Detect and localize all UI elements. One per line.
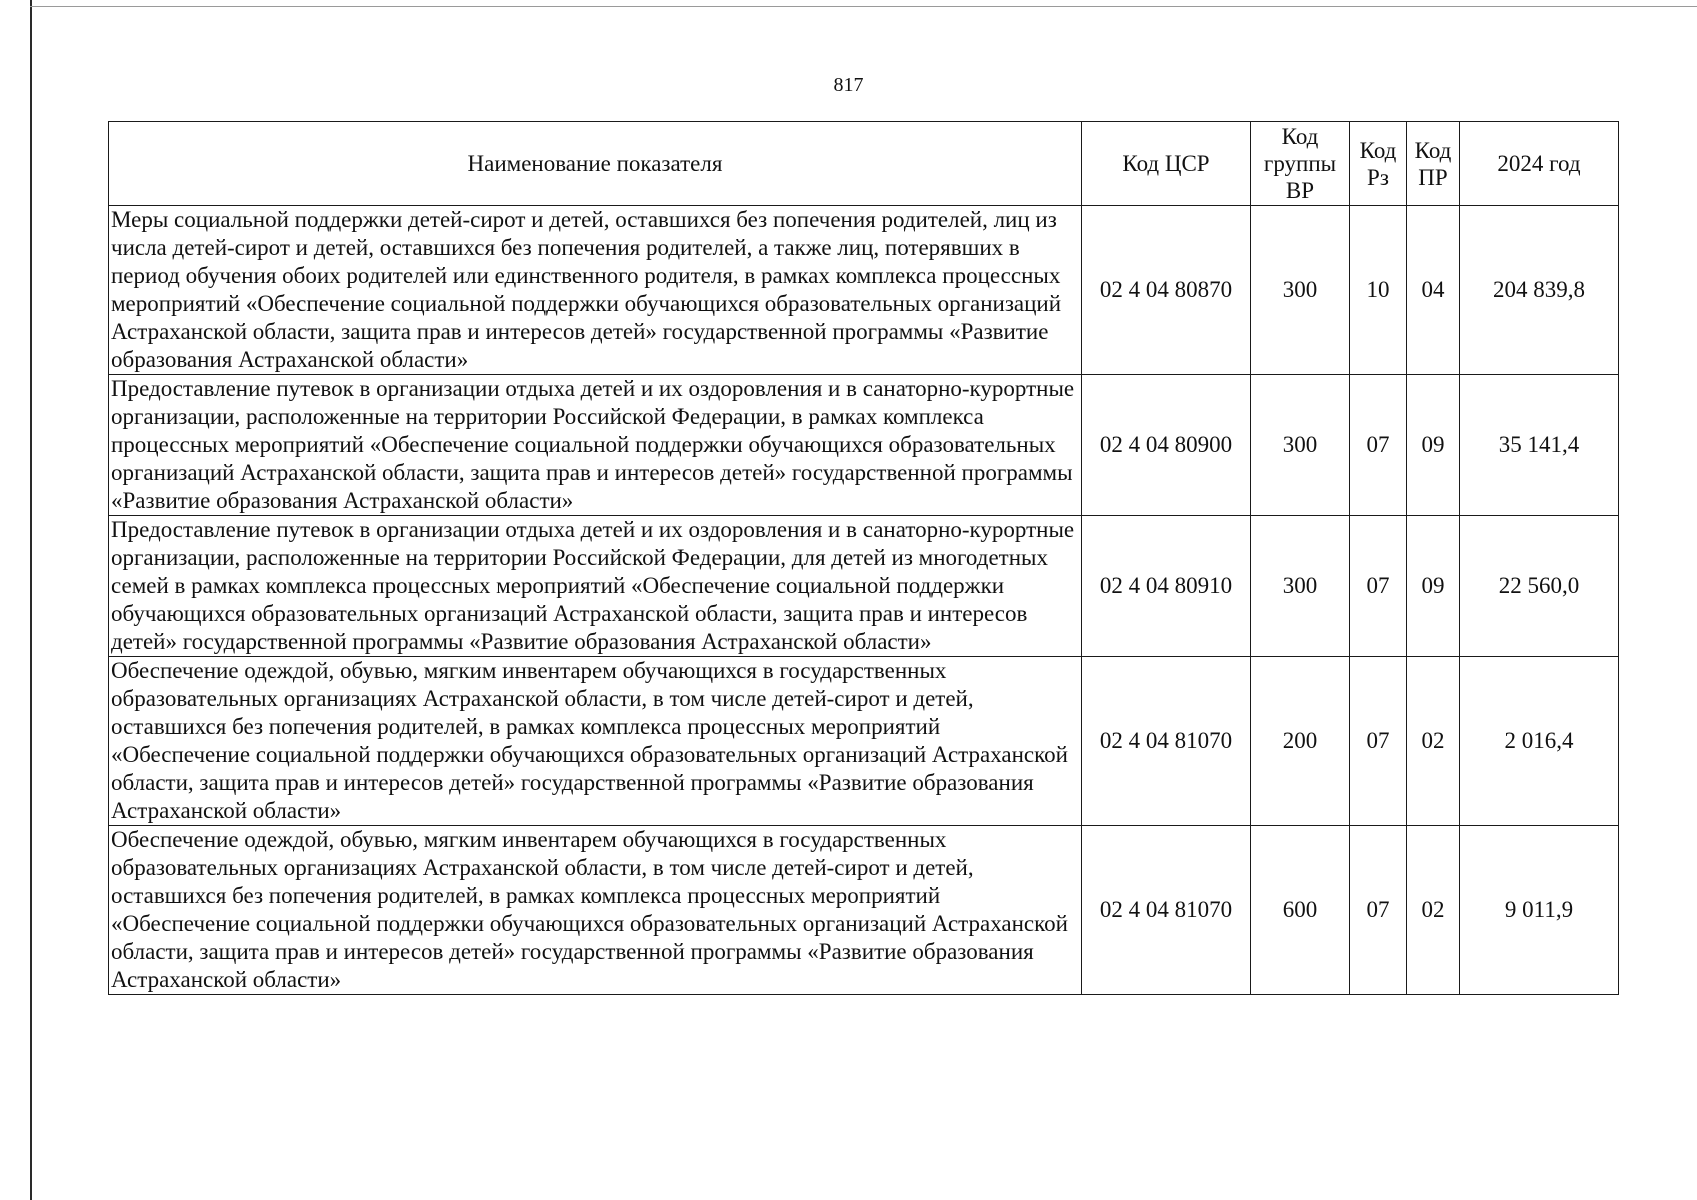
row-csr-code: 02 4 04 80910	[1082, 516, 1251, 657]
row-rz-code: 10	[1350, 206, 1407, 375]
header-pr-code	[1407, 122, 1460, 206]
header-name: Наименование показателя	[109, 122, 1082, 206]
row-csr-code: 02 4 04 80900	[1082, 375, 1251, 516]
table-header-row	[109, 122, 1619, 206]
row-amount: 22 560,0	[1460, 516, 1619, 657]
row-pr-code: 09	[1407, 375, 1460, 516]
table-row	[109, 375, 1619, 516]
table-row	[109, 516, 1619, 657]
row-amount: 2 016,4	[1460, 657, 1619, 826]
header-vr-code	[1251, 122, 1350, 206]
row-name: Обеспечение одеждой, обувью, мягким инвентарем обучающихся в государственных образовательных организациях Астраханской области, в том числе детей-сирот и детей, оставшихся без попечения родителей, в рамках комплекса процессных мероприятий «Обеспечение социальной поддержки обучающихся образовательных организаций Астраханской области, защита прав и интересов детей» государственной программы «Развитие образования Астраханской области»	[109, 657, 1082, 826]
row-amount: 35 141,4	[1460, 375, 1619, 516]
table-row	[109, 206, 1619, 375]
row-pr-code: 02	[1407, 826, 1460, 995]
row-csr-code: 02 4 04 81070	[1082, 826, 1251, 995]
budget-table	[108, 121, 1619, 995]
row-csr-code: 02 4 04 80870	[1082, 206, 1251, 375]
header-rz-line: Рз	[1367, 164, 1389, 190]
row-csr-code: 02 4 04 81070	[1082, 657, 1251, 826]
row-vr-code: 300	[1251, 206, 1350, 375]
header-rz-code	[1350, 122, 1407, 206]
header-pr-line: ПР	[1418, 164, 1448, 190]
row-rz-code: 07	[1350, 375, 1407, 516]
row-pr-code: 04	[1407, 206, 1460, 375]
header-vr-line: Код	[1281, 124, 1319, 149]
row-name: Меры социальной поддержки детей-сирот и детей, оставшихся без попечения родителей, лиц из числа детей-сирот и детей, оставшихся без попечения родителей, а также лиц, потерявших в период обучения обоих родителей или единственного родителя, в рамках комплекса процессных мероприятий «Обеспечение социальной поддержки обучающихся образовательных организаций Астраханской области, защита прав и интересов детей» государственной программы «Развитие образования Астраханской области»	[109, 206, 1082, 375]
row-vr-code: 300	[1251, 516, 1350, 657]
row-pr-code: 09	[1407, 516, 1460, 657]
scan-left-edge	[30, 0, 32, 1200]
row-pr-code: 02	[1407, 657, 1460, 826]
row-amount: 9 011,9	[1460, 826, 1619, 995]
row-amount: 204 839,8	[1460, 206, 1619, 375]
header-csr-code: Код ЦСР	[1082, 122, 1251, 206]
header-vr-line: группы	[1263, 151, 1337, 176]
header-vr-line: ВР	[1285, 178, 1315, 203]
row-rz-code: 07	[1350, 826, 1407, 995]
row-vr-code: 200	[1251, 657, 1350, 826]
header-year: 2024 год	[1460, 122, 1619, 206]
row-name: Предоставление путевок в организации отдыха детей и их оздоровления и в санаторно-курортные организации, расположенные на территории Российской Федерации, для детей из многодетных семей в рамках комплекса процессных мероприятий «Обеспечение социальной поддержки обучающихся образовательных организаций Астраханской области, защита прав и интересов детей» государственной программы «Развитие образования Астраханской области»	[109, 516, 1082, 657]
row-name: Обеспечение одеждой, обувью, мягким инвентарем обучающихся в государственных образовательных организациях Астраханской области, в том числе детей-сирот и детей, оставшихся без попечения родителей, в рамках комплекса процессных мероприятий «Обеспечение социальной поддержки обучающихся образовательных организаций Астраханской области, защита прав и интересов детей» государственной программы «Развитие образования Астраханской области»	[109, 826, 1082, 995]
header-rz-line: Код	[1359, 137, 1397, 163]
table-row	[109, 657, 1619, 826]
row-vr-code: 600	[1251, 826, 1350, 995]
page-number: 817	[833, 74, 864, 96]
row-name: Предоставление путевок в организации отдыха детей и их оздоровления и в санаторно-курортные организации, расположенные на территории Российской Федерации, в рамках комплекса процессных мероприятий «Обеспечение социальной поддержки обучающихся образовательных организаций Астраханской области, защита прав и интересов детей» государственной программы «Развитие образования Астраханской области»	[109, 375, 1082, 516]
header-pr-line: Код	[1414, 137, 1452, 163]
table-row	[109, 826, 1619, 995]
row-rz-code: 07	[1350, 657, 1407, 826]
row-rz-code: 07	[1350, 516, 1407, 657]
row-vr-code: 300	[1251, 375, 1350, 516]
scan-top-edge	[30, 6, 1697, 7]
